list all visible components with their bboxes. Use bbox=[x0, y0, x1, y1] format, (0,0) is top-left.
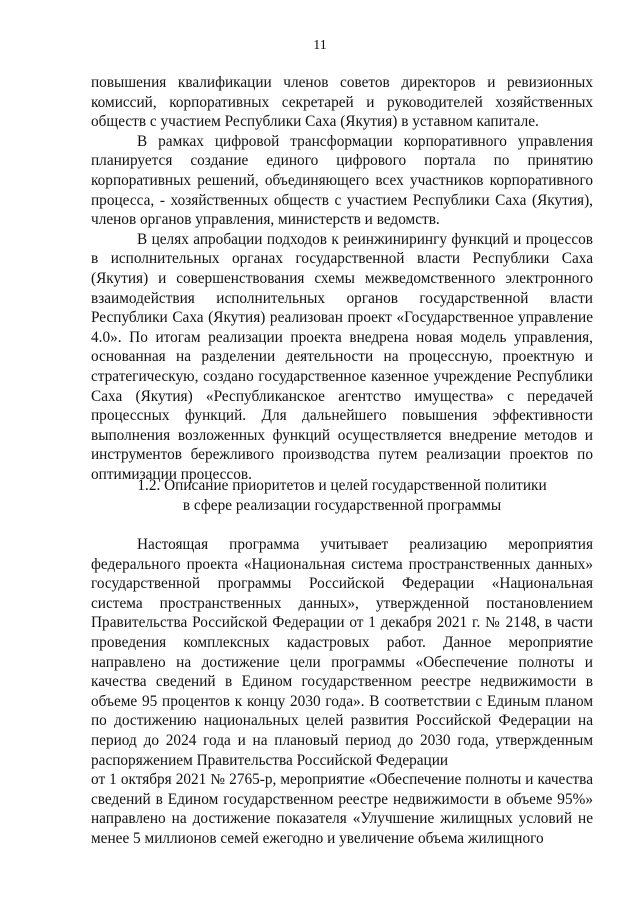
page-number: 11 bbox=[313, 38, 327, 53]
section-heading-line-2: в сфере реализации государственной программы bbox=[182, 496, 502, 514]
paragraph-program-priorities: Настоящая программа учитывает реализацию мероприятия федерального проекта «Национальная система пространственных данных» государственной программы Российской Федерации «Национальная система пространственных данных», утвержденной постановлением Правительства Российской Федерации от 1 декабря 2021 г. № 2148, в части проведения комплексных кадастровых работ. Данное мероприятие направлено на достижение цели программы «Обеспечение полноты и качества сведений в Едином государственном реестре недвижимости в объеме 95 процентов к концу 2030 года». В соответствии с Единым планом по достижению национальных целей развития Российской Федерации на период до 2024 года и на плановый период до 2030 года, утвержденным распоряжением Правительства Российской Федерации bbox=[91, 536, 593, 769]
top-text-block bbox=[91, 73, 593, 484]
section-heading bbox=[91, 476, 593, 515]
bottom-text-block bbox=[91, 535, 593, 849]
paragraph-reengineering: В целях апробации подходов к реинжинирингу функций и процессов в исполнительных органах государственной власти Республики Саха (Якутия) и совершенствования схемы межведомственного электронного взаимодействия исполнительных органов государственной власти Республики Саха (Якутия) реализован проект «Государственное управление 4.0». По итогам реализации проекта внедрена новая модель управления, основанная на разделении деятельности на процессную, проектную и стратегическую, создано государственное казенное учреждение Республики Саха (Якутия) «Республиканское агентство имущества» с передачей процессных функций. Для дальнейшего повышения эффективности выполнения возложенных функций осуществляется внедрение методов и инструментов бережливого производства путем реализации проектов по оптимизации процессов. bbox=[91, 230, 593, 483]
section-heading-line-1: 1.2. Описание приоритетов и целей государственной политики bbox=[137, 477, 547, 494]
paragraph-order-continuation: от 1 октября 2021 № 2765-р, мероприятие «Обеспечение полноты и качества сведений в Едином государственном реестре недвижимости в объеме 95%» направлено на достижение показателя «Улучшение жилищных условий не менее 5 миллионов семей ежегодно и увеличение объема жилищного bbox=[91, 771, 593, 847]
paragraph-continuation: повышения квалификации членов советов директоров и ревизионных комиссий, корпоративных секретарей и руководителей хозяйственных обществ с участием Республики Саха (Якутия) в уставном капитале. bbox=[91, 74, 593, 131]
paragraph-digital-transformation: В рамках цифровой трансформации корпоративного управления планируется создание единого цифрового портала по принятию корпоративных решений, объединяющего всех участников корпоративного процесса, - хозяйственных обществ с участием Республики Саха (Якутия), членов органов управления, министерств и ведомств. bbox=[91, 132, 593, 229]
